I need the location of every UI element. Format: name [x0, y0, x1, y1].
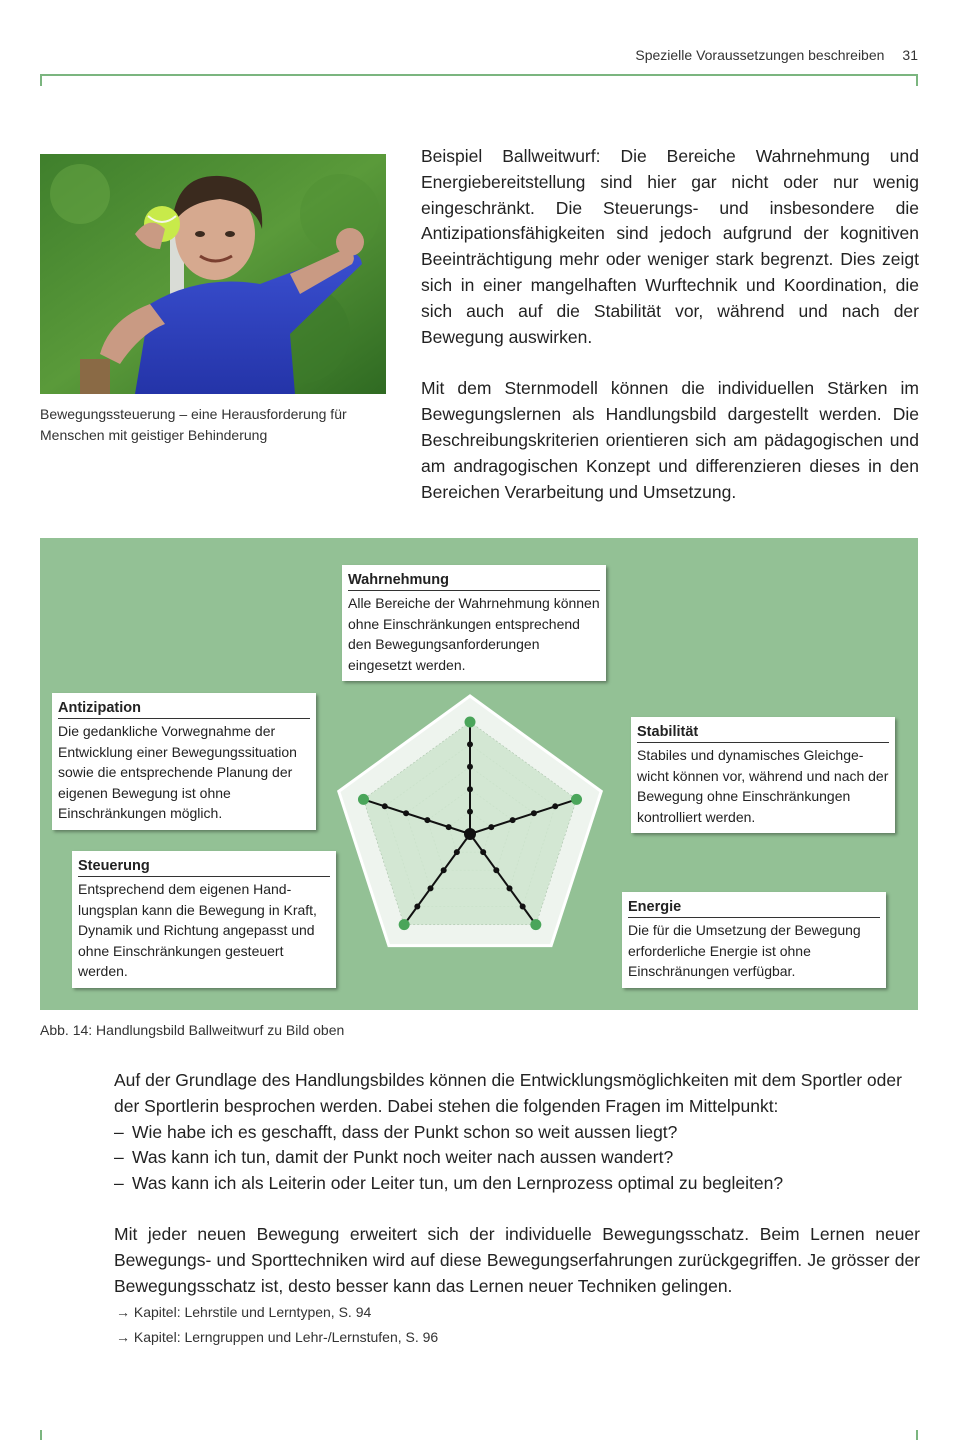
list-item — [114, 1145, 920, 1171]
star-level-dot — [414, 903, 420, 909]
star-level-dot — [382, 803, 388, 809]
star-level-dot — [510, 817, 516, 823]
box-antizipation — [52, 693, 316, 830]
star-level-dot — [424, 817, 430, 823]
list-item — [114, 1171, 920, 1197]
star-value-marker-antizipation — [358, 794, 369, 805]
star-model-diagram — [330, 688, 610, 968]
page-number: 31 — [902, 47, 918, 63]
star-level-dot — [493, 867, 499, 873]
section-title: Spezielle Voraussetzungen beschreiben — [635, 47, 885, 63]
star-value-marker-steuerung — [399, 919, 410, 930]
box-energie — [622, 892, 886, 988]
question-text: Wie habe ich es geschafft, dass der Punkt schon so weit aussen liegt? — [132, 1121, 678, 1142]
corner-tick-left — [40, 74, 42, 86]
corner-tick-bottom-right — [916, 1430, 918, 1440]
star-level-dot — [531, 810, 537, 816]
box-energie-text: Die für die Umsetzung der Bewegung erforderliche Energie ist ohne Einschränungen verfügbar. — [628, 922, 861, 980]
star-value-marker-wahrnehmung — [465, 717, 476, 728]
reference-list — [116, 1300, 438, 1350]
star-level-dot — [454, 849, 460, 855]
box-stabilitaet-title: Stabilität — [637, 722, 889, 743]
star-level-dot — [441, 867, 447, 873]
box-wahrnehmung-title: Wahrnehmung — [348, 570, 600, 591]
star-level-dot — [520, 903, 526, 909]
reference-link-lehrstile[interactable] — [116, 1300, 438, 1325]
reference-text: Kapitel: Lehrstile und Lerntypen, S. 94 — [133, 1304, 372, 1320]
discussion-text — [114, 1068, 920, 1299]
discussion-paragraph-2: Mit jeder neuen Bewegung erweitert sich der individuelle Bewegungsschatz. Beim Lernen neuer Bewegungs- und Sporttechniken wird auf diese Bewegungserfahrungen zurückgegriffen. Je grösser der Bewegungsschatz ist, desto besser kann das Lernen neuer Techniken gelingen. — [114, 1223, 920, 1296]
corner-tick-right — [916, 74, 918, 86]
star-level-dot — [467, 786, 473, 792]
box-wahrnehmung — [342, 565, 606, 681]
header-rule — [40, 74, 918, 76]
box-stabilitaet — [631, 717, 895, 833]
list-dash: – — [114, 1173, 124, 1194]
arrow-right-icon: → — [116, 1304, 130, 1320]
list-dash: – — [114, 1121, 124, 1142]
intro-paragraph-2: Mit dem Sternmodell können die individuellen Stärken im Bewegungslernen als Handlungsbild dargestellt werden. Die Beschreibungskriterien orientieren sich am pädagogischen und am andragogischen Konzept und differenzieren dieses in den Bereichen Verarbeitung und Umsetzung. — [421, 378, 919, 502]
star-level-dot — [552, 803, 558, 809]
question-text: Was kann ich tun, damit der Punkt noch weiter nach aussen wandert? — [132, 1147, 674, 1168]
box-antizipation-title: Antizipation — [58, 698, 310, 719]
star-value-marker-stabilität — [571, 794, 582, 805]
star-level-dot — [428, 885, 434, 891]
box-antizipation-text: Die gedankliche Vorwegnahme der Entwicklung einer Bewegungssituation sowie die entsprechende Planung der eigenen Bewegung ist ohne Einschränkungen möglich. — [58, 723, 297, 822]
question-list — [114, 1120, 920, 1197]
reference-text: Kapitel: Lerngruppen und Lehr-/Lernstufen, S. 96 — [133, 1329, 439, 1345]
intro-text — [421, 144, 919, 505]
star-level-dot — [506, 885, 512, 891]
question-text: Was kann ich als Leiterin oder Leiter tun, um den Lernprozess optimal zu begleiten? — [132, 1173, 784, 1194]
star-level-dot — [467, 741, 473, 747]
star-value-marker-energie — [530, 919, 541, 930]
box-energie-title: Energie — [628, 897, 880, 918]
star-level-dot — [467, 809, 473, 815]
reference-link-lerngruppen[interactable] — [116, 1325, 438, 1350]
star-level-dot — [446, 824, 452, 830]
photo-ball-throw — [40, 154, 386, 394]
figure-caption: Abb. 14: Handlungsbild Ballweitwurf zu Bild oben — [40, 1022, 345, 1038]
arrow-right-icon: → — [116, 1329, 130, 1345]
box-steuerung-text: Entsprechend dem eigenen Handlungsplan kann die Bewegung in Kraft, Dynamik und Richtung angepasst und ohne Einschränkungen gesteuert werden. — [78, 881, 317, 980]
box-steuerung — [72, 851, 336, 988]
list-dash: – — [114, 1147, 124, 1168]
photo-illustration — [40, 154, 386, 394]
box-stabilitaet-text: Stabiles und dynamisches Gleichgewicht können vor, während und nach der Bewegung ohne Einschränkungen kontrolliert werden. — [637, 747, 889, 825]
discussion-intro: Auf der Grundlage des Handlungsbildes können die Entwicklungsmöglichkeiten mit dem Sportler oder der Sportlerin besprochen werden. Dabei stehen die folgenden Fragen im Mittelpunkt: — [114, 1070, 902, 1116]
list-item — [114, 1120, 920, 1146]
intro-paragraph-1: Beispiel Ballweitwurf: Die Bereiche Wahrnehmung und Energiebereitstellung sind hier gar nicht oder nur wenig eingeschränkt. Die Steuerungs- und insbesondere die Antizipationsfähigkeiten sind jedoch aufgrund der kognitiven Beeinträchtigung mehr oder weniger stark begrenzt. Dies zeigt sich in einer mangelhaften Wurftechnik und Koordination, die sich auch auf die Stabilität vor, während und nach der Bewegung auswirken. — [421, 146, 919, 347]
star-level-dot — [488, 824, 494, 830]
photo-caption: Bewegungssteuerung – eine Herausforderung für Menschen mit geistiger Behinderung — [40, 406, 347, 443]
star-model-figure — [40, 538, 918, 1010]
running-header — [635, 47, 918, 63]
star-level-dot — [467, 764, 473, 770]
star-center-dot — [464, 828, 476, 840]
star-level-dot — [480, 849, 486, 855]
corner-tick-bottom-left — [40, 1430, 42, 1440]
star-level-dot — [403, 810, 409, 816]
box-wahrnehmung-text: Alle Bereiche der Wahrnehmung können ohne Einschränkungen entsprechend den Bewegungsanforderungen eingesetzt werden. — [348, 595, 600, 673]
box-steuerung-title: Steuerung — [78, 856, 330, 877]
